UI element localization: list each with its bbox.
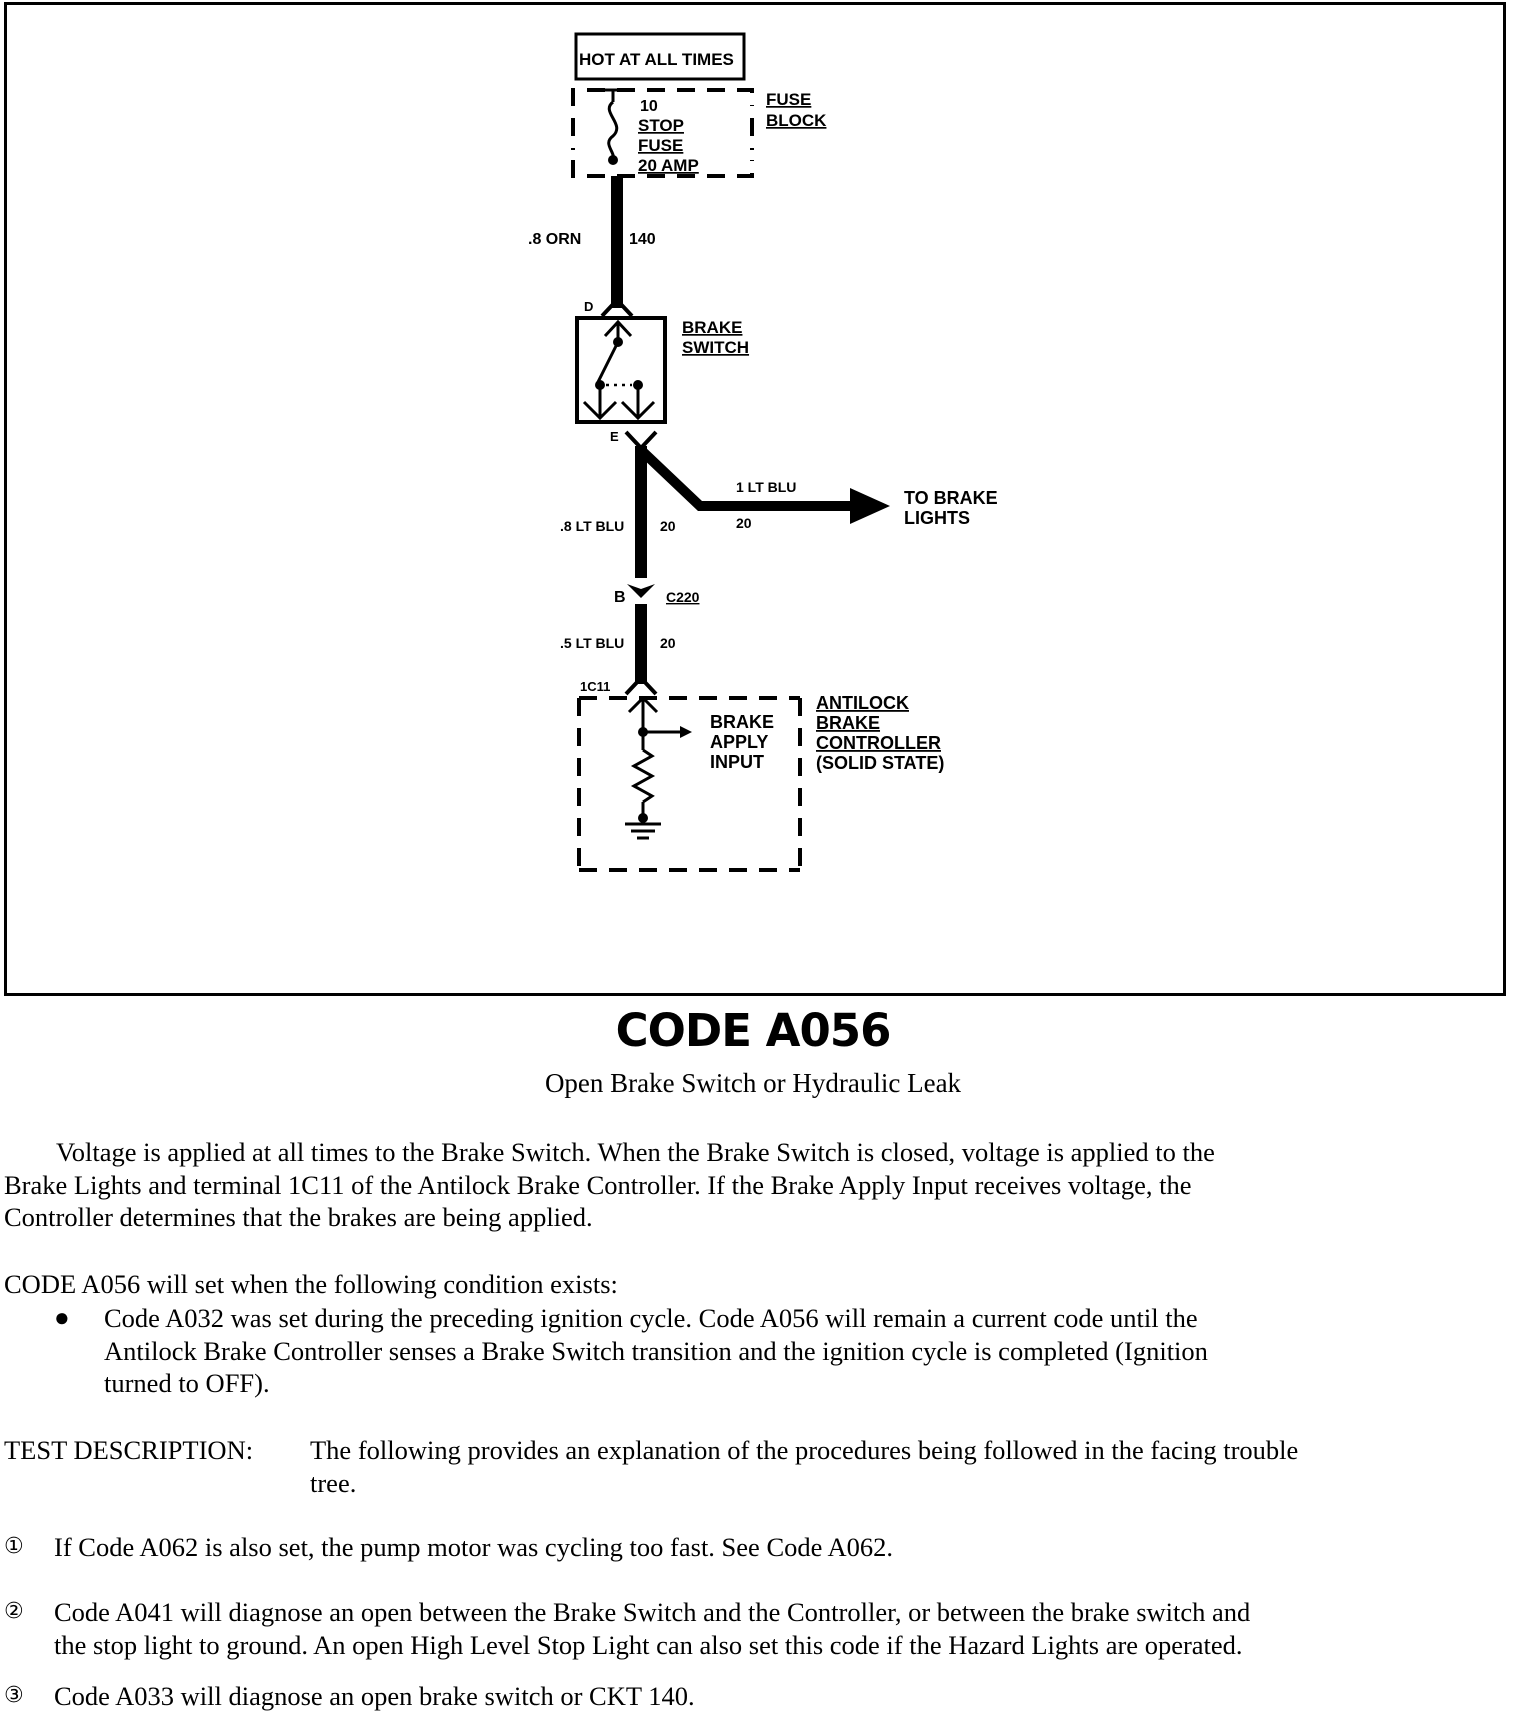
condition-heading: CODE A056 will set when the following condition exists: [4,1269,618,1299]
brake-switch-icon [598,342,618,382]
test-description-line-1: The following provides an explanation of the procedures being followed in the facing trouble [310,1435,1299,1465]
controller-line2: BRAKE [816,713,881,733]
test-description [4,1434,1464,1499]
to-brake-lights-line1: TO BRAKE [904,488,998,508]
fuse-name-line2: FUSE [638,136,684,155]
terminal-1c11: 1C11 [580,679,611,694]
test-description-label: TEST DESCRIPTION: [4,1435,254,1465]
hot-at-all-times-label: HOT AT ALL TIMES [579,50,734,69]
code-title: CODE A056 [615,1004,891,1057]
step-2 [4,1596,1464,1661]
controller-line1: ANTILOCK [816,693,909,713]
brake-switch-line2: SWITCH [682,338,750,357]
intro-paragraph [4,1136,1464,1234]
to-brake-lights-line2: LIGHTS [904,508,970,528]
brake-apply-input-line1: BRAKE [710,712,775,732]
wire1-color: .8 ORN [528,231,582,248]
fuse-icon [609,102,617,160]
controller-line4: (SOLID STATE) [816,753,945,773]
terminal-e: E [610,429,619,444]
resistor-icon [634,750,652,802]
intro-line-3: Controller determines that the brakes are being applied. [4,1202,593,1232]
test-description-line-2: tree. [310,1467,357,1498]
wire3-circuit: 20 [660,635,676,651]
branch-color: 1 LT BLU [736,479,797,495]
step-2-line-2: the stop light to ground. An open High Level Stop Light can also set this code if the Hazard Lights are operated. [54,1629,1243,1660]
terminal-b: B [614,589,626,606]
wire-20-branch [641,450,852,506]
wire1-circuit: 140 [629,231,656,248]
bullet-icon: ● [54,1303,70,1332]
wire2-circuit: 20 [660,518,676,534]
intro-line-1: Voltage is applied at all times to the Brake Switch. When the Brake Switch is closed, voltage is applied to the [56,1137,1215,1167]
fuse-block-line2: BLOCK [766,111,827,130]
fuse-rating: 20 AMP [638,156,699,175]
bullet-line-1: Code A032 was set during the preceding ignition cycle. Code A056 will remain a current code until the [104,1303,1198,1333]
fuse-number: 10 [640,98,658,115]
wire2-color: .8 LT BLU [560,518,625,534]
code-subtitle: Open Brake Switch or Hydraulic Leak [544,1068,962,1098]
step-2-marker: ② [4,1599,24,1624]
fuse-block-line1: FUSE [766,90,812,109]
condition-bullet [4,1302,1464,1400]
fuse-name-line1: STOP [638,116,684,135]
step-1-line-1: If Code A062 is also set, the pump motor was cycling too fast. See Code A062. [54,1532,894,1562]
step-2-line-1: Code A041 will diagnose an open between the Brake Switch and the Controller, or between the brake switch and [54,1597,1251,1627]
step-3 [4,1680,1464,1713]
connector-c220: C220 [666,589,700,605]
wire3-color: .5 LT BLU [560,635,625,651]
step-1-marker: ① [4,1534,24,1559]
bullet-line-3: turned to OFF). [104,1368,270,1398]
brake-apply-input-line2: APPLY [710,732,769,752]
terminal-d: D [584,299,594,314]
branch-circuit: 20 [736,515,752,531]
step-3-marker: ③ [4,1683,24,1708]
controller-line3: CONTROLLER [816,733,941,753]
bullet-line-2: Antilock Brake Controller senses a Brake Switch transition and the ignition cycle is completed (Ignition [104,1335,1208,1366]
step-1 [4,1531,1464,1564]
intro-line-2: Brake Lights and terminal 1C11 of the Antilock Brake Controller. If the Brake Apply Input receives voltage, the [4,1169,1192,1200]
step-3-line-1: Code A033 will diagnose an open brake switch or CKT 140. [54,1681,695,1711]
to-brake-lights-arrow [850,488,890,524]
brake-apply-input-line3: INPUT [710,752,764,772]
brake-switch-line1: BRAKE [682,318,743,337]
